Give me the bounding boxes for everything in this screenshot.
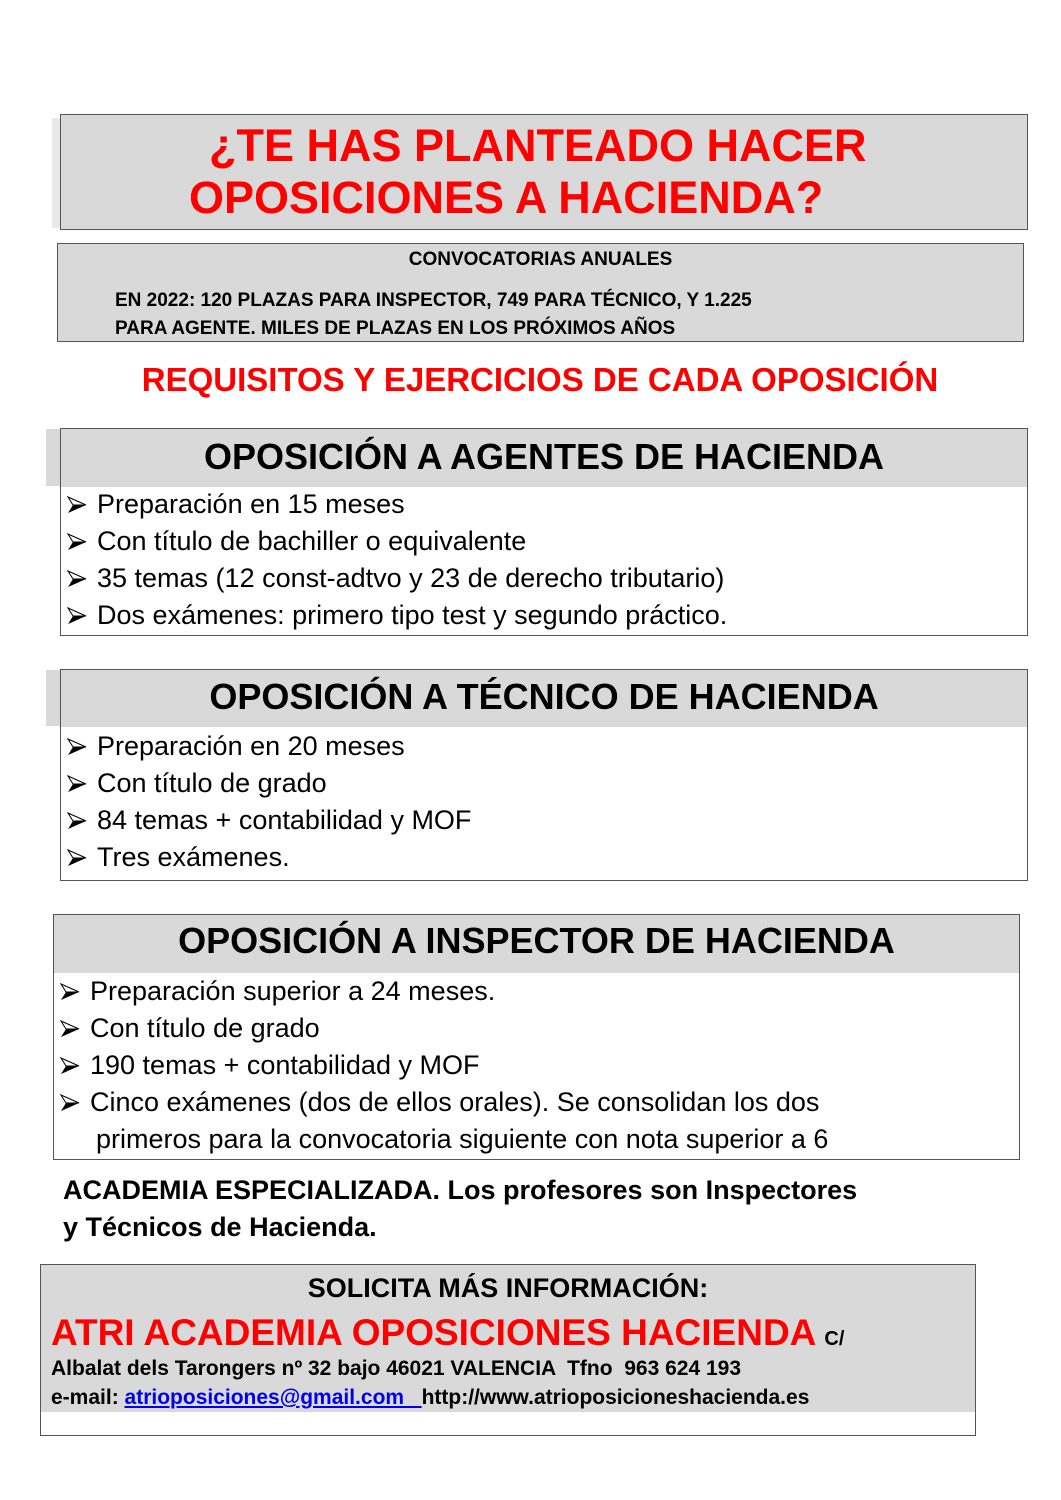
- arrowhead-bullet-icon: [60, 1047, 90, 1084]
- contact-box: [40, 1264, 976, 1436]
- email-link[interactable]: atrioposiciones@gmail.com: [124, 1386, 422, 1409]
- oposicion-agentes-list: [67, 486, 727, 634]
- convocatorias-line-2: PARA AGENTE. MILES DE PLAZAS EN LOS PRÓXIMOS AÑOS: [115, 318, 676, 339]
- convocatorias-heading: CONVOCATORIAS ANUALES: [408, 249, 673, 270]
- academia-line-2: y Técnicos de Hacienda.: [63, 1212, 377, 1242]
- arrowhead-bullet-icon: [67, 597, 97, 634]
- list-item: 84 temas + contabilidad y MOF: [67, 802, 471, 839]
- arrowhead-bullet-icon: [67, 560, 97, 597]
- list-item: Preparación en 15 meses: [67, 486, 727, 523]
- list-item: Con título de bachiller o equivalente: [67, 523, 727, 560]
- academia-line-1: ACADEMIA ESPECIALIZADA. Los profesores son Inspectores: [63, 1175, 858, 1205]
- arrowhead-bullet-icon: [67, 839, 97, 876]
- oposicion-tecnico-box: [60, 669, 1028, 881]
- email-label: e-mail:: [51, 1386, 125, 1409]
- list-item: Con título de grado: [67, 765, 471, 802]
- list-item: Dos exámenes: primero tipo test y segundo práctico.: [67, 597, 727, 634]
- title-line-2: OPOSICIONES A HACIENDA?: [189, 172, 824, 223]
- oposicion-inspector-list: [60, 973, 819, 1121]
- arrowhead-bullet-icon: [60, 973, 90, 1010]
- list-item: Preparación en 20 meses: [67, 728, 471, 765]
- list-item: Cinco exámenes (dos de ellos orales). Se consolidan los dos: [60, 1084, 819, 1121]
- academia-statement: [63, 1172, 857, 1246]
- arrowhead-bullet-icon: [60, 1010, 90, 1047]
- convocatorias-text: [115, 287, 752, 343]
- arrowhead-bullet-icon: [67, 802, 97, 839]
- academy-name: [51, 1312, 844, 1354]
- list-item: 190 temas + contabilidad y MOF: [60, 1047, 819, 1084]
- arrowhead-bullet-icon: [67, 728, 97, 765]
- oposicion-agentes-title: OPOSICIÓN A AGENTES DE HACIENDA: [61, 429, 1027, 487]
- oposicion-agentes-box: [60, 428, 1028, 636]
- requisitos-heading: REQUISITOS Y EJERCICIOS DE CADA OPOSICIÓN: [141, 361, 939, 398]
- oposicion-inspector-title: OPOSICIÓN A INSPECTOR DE HACIENDA: [54, 915, 1019, 973]
- list-item: Tres exámenes.: [67, 839, 471, 876]
- arrowhead-bullet-icon: [67, 486, 97, 523]
- list-item: Con título de grado: [60, 1010, 819, 1047]
- contact-address: Albalat dels Tarongers nº 32 bajo 46021 VALENCIA Tfno 963 624 193: [51, 1357, 742, 1380]
- convocatorias-box: [57, 243, 1024, 342]
- oposicion-tecnico-list: [67, 728, 471, 876]
- oposicion-inspector-box: [53, 914, 1020, 1160]
- arrowhead-bullet-icon: [67, 765, 97, 802]
- list-item-continuation: primeros para la convocatoria siguiente con nota superior a 6: [96, 1124, 829, 1154]
- contact-email-line: [51, 1386, 809, 1410]
- contact-heading: SOLICITA MÁS INFORMACIÓN:: [307, 1273, 709, 1303]
- website-text: http://www.atrioposicioneshacienda.es: [421, 1386, 810, 1409]
- oposicion-tecnico-title: OPOSICIÓN A TÉCNICO DE HACIENDA: [61, 670, 1027, 727]
- title-box: [60, 114, 1028, 230]
- list-item: Preparación superior a 24 meses.: [60, 973, 819, 1010]
- street-prefix: C/: [824, 1328, 845, 1350]
- convocatorias-line-1: EN 2022: 120 PLAZAS PARA INSPECTOR, 749 PARA TÉCNICO, Y 1.225: [115, 290, 752, 311]
- list-item: 35 temas (12 const-adtvo y 23 de derecho tributario): [67, 560, 727, 597]
- title-line-1: ¿TE HAS PLANTEADO HACER: [209, 120, 867, 171]
- academy-name-text: ATRI ACADEMIA OPOSICIONES HACIENDA: [51, 1312, 817, 1353]
- arrowhead-bullet-icon: [67, 523, 97, 560]
- arrowhead-bullet-icon: [60, 1084, 90, 1121]
